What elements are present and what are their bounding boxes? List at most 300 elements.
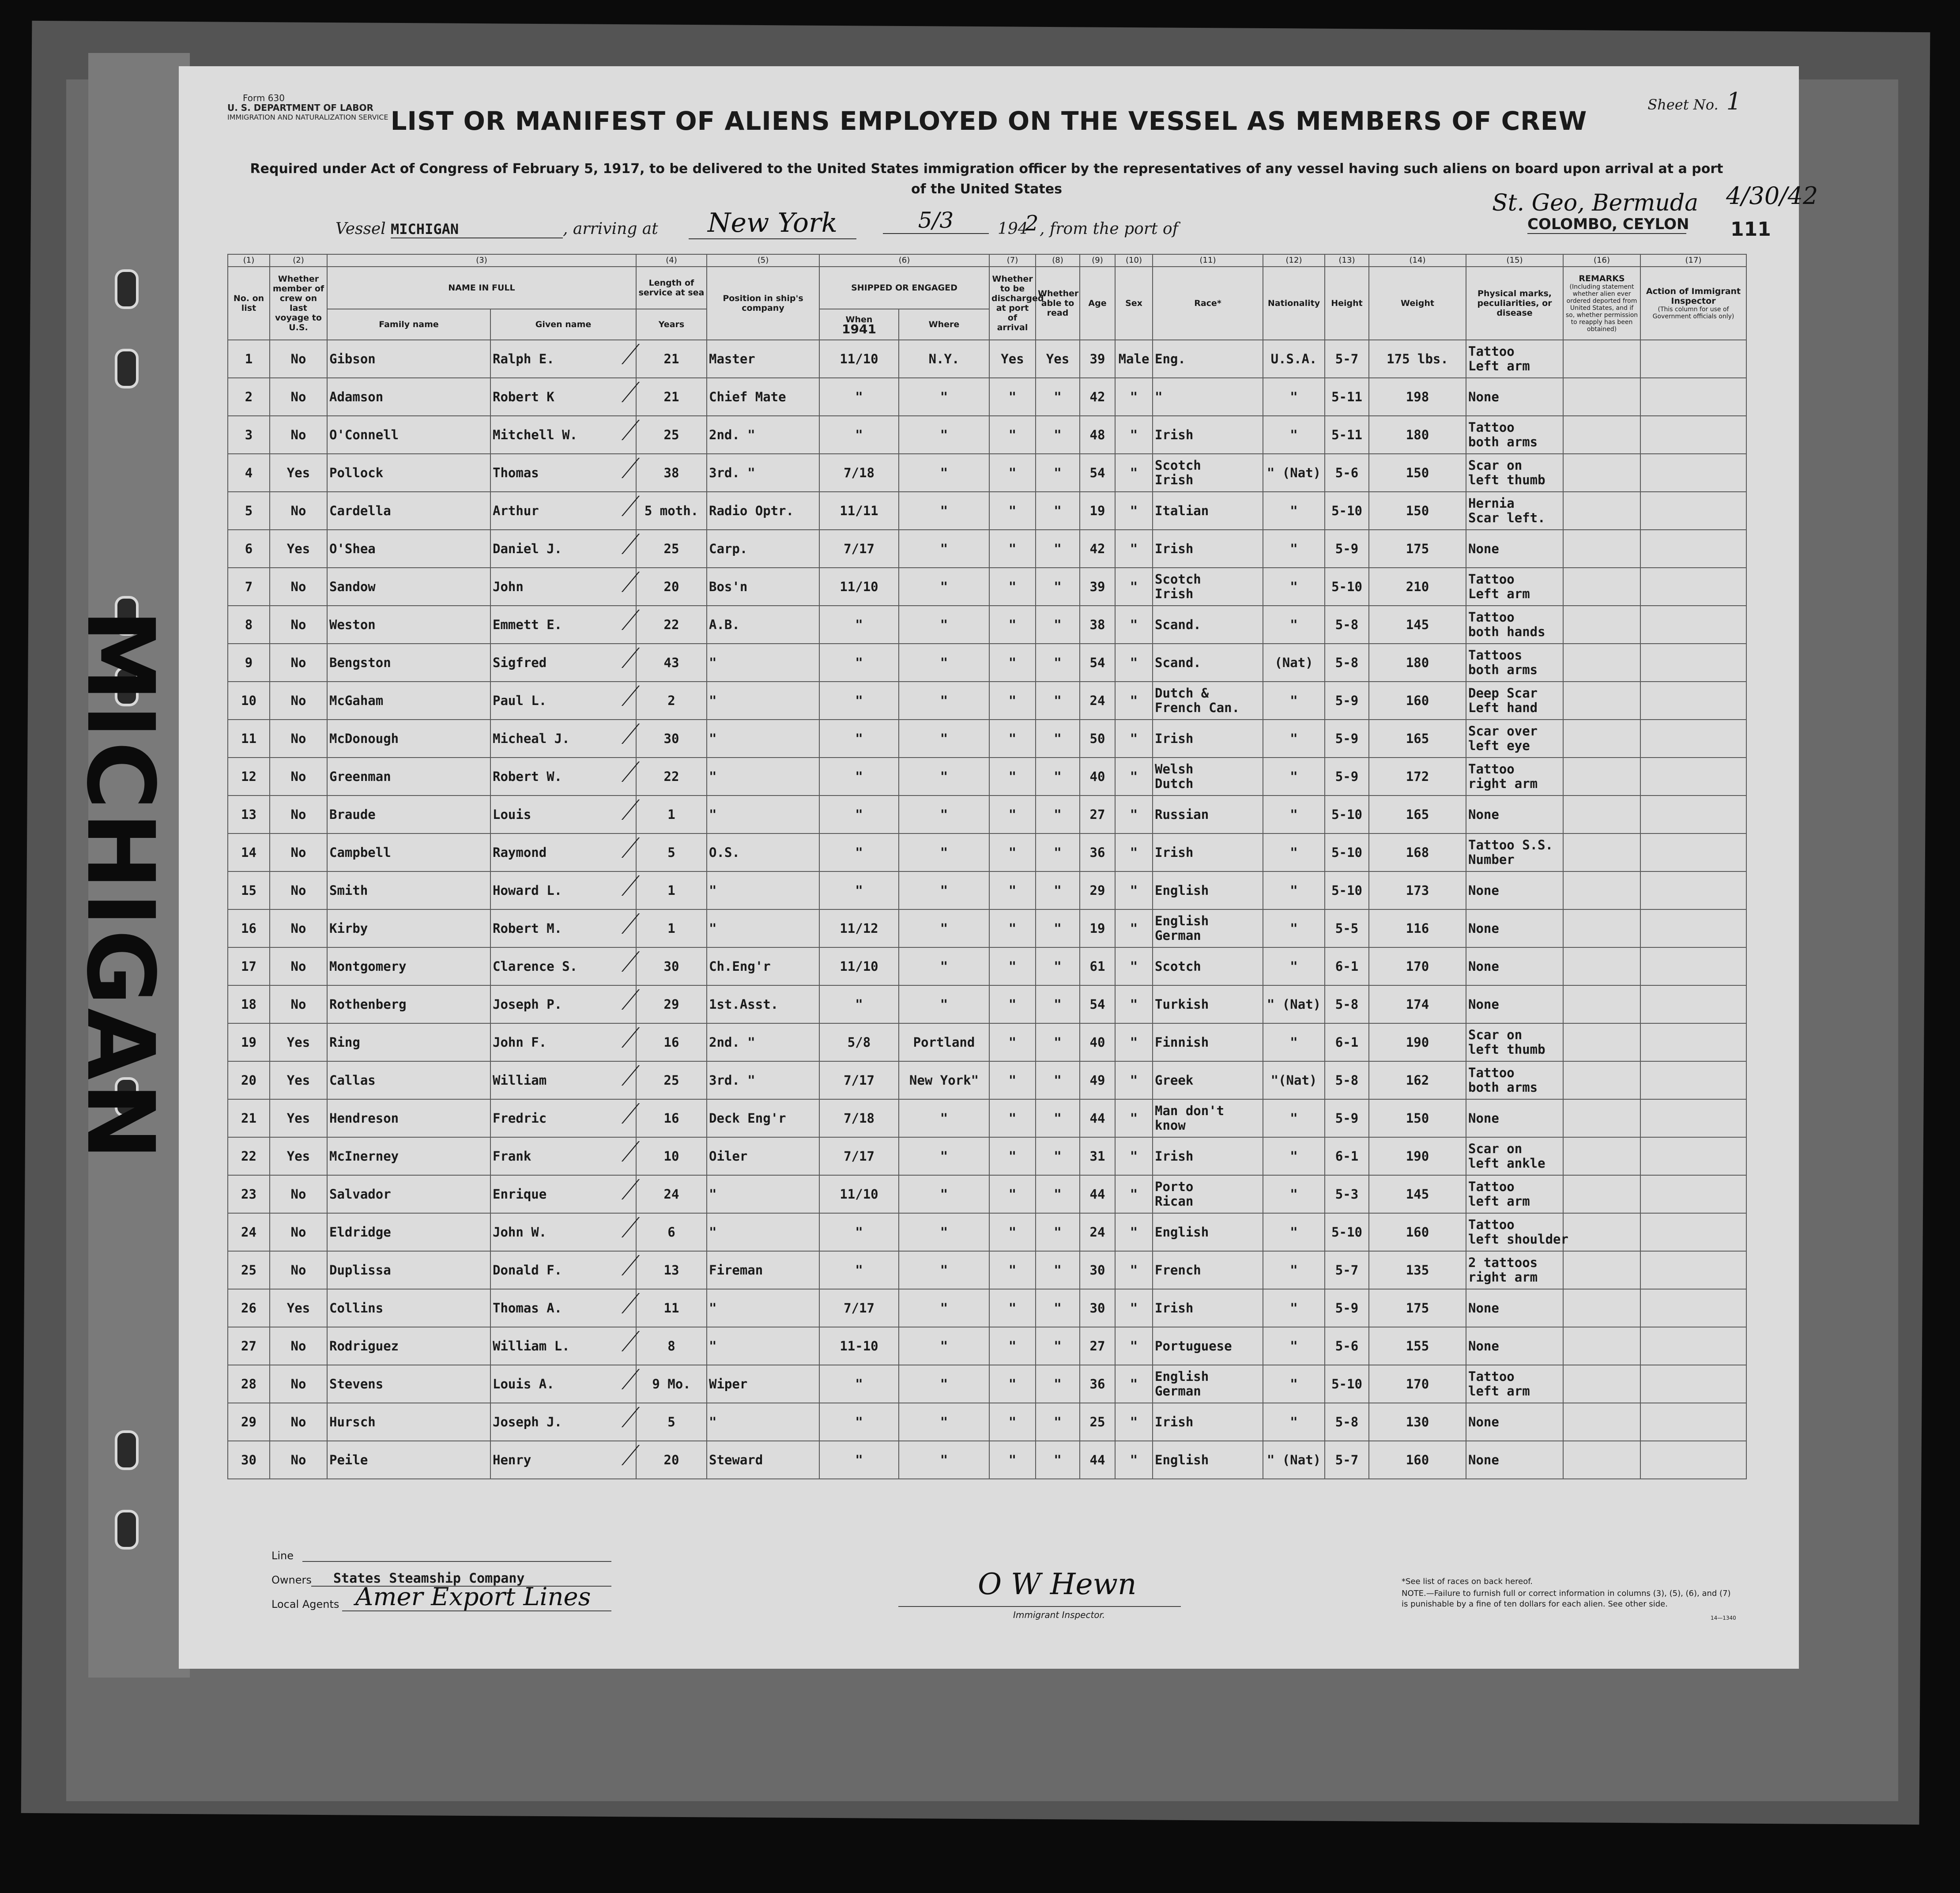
cell-row-number: 10 [228,682,270,720]
manifest-subtitle: Required under Act of Congress of February 5, 1917, to be delivered to the United States immigration officer by the representatives of any vessel having such aliens on board upon arrival at a port of the United States [250,161,1723,197]
cell-shipped-where: " [899,720,989,758]
cell-weight: 170 [1369,947,1466,985]
cell-to-be-discharged: " [989,1023,1036,1061]
cell-nationality: "(Nat) [1263,1061,1325,1099]
cell-sex: " [1115,606,1153,644]
table-row [228,1251,1746,1289]
cell-height: 6-1 [1325,1023,1369,1061]
cell-able-to-read: " [1036,606,1080,644]
cell-able-to-read: " [1036,1403,1080,1441]
cell-position: 3rd. " [707,1061,819,1099]
cell-shipped-where: " [899,1213,989,1251]
col-11-number: (11) [1153,254,1263,267]
cell-given-name: Henry [490,1441,636,1479]
cell-height: 6-1 [1325,947,1369,985]
cell-sex: " [1115,796,1153,833]
cell-physical-marks: None [1466,1099,1563,1137]
cell-nationality: " [1263,871,1325,909]
column-number-row [228,254,1746,267]
cell-physical-marks: None [1466,378,1563,416]
cell-position: Steward [707,1441,819,1479]
cell-age: 54 [1080,985,1115,1023]
cell-crew-last-voyage: No [270,606,327,644]
cell-remarks [1563,416,1640,454]
cell-crew-last-voyage: No [270,1251,327,1289]
cell-remarks [1563,454,1640,492]
cell-position: " [707,1327,819,1365]
cell-inspector-action [1640,1289,1746,1327]
cell-height: 5-10 [1325,492,1369,530]
cell-row-number: 4 [228,454,270,492]
cell-able-to-read: " [1036,1441,1080,1479]
sheet-number-value: 1 [1726,87,1741,115]
cell-crew-last-voyage: No [270,644,327,682]
cell-able-to-read: " [1036,454,1080,492]
cell-shipped-when: " [819,985,899,1023]
cell-physical-marks: Scar on left thumb [1466,454,1563,492]
cell-able-to-read: Yes [1036,340,1080,378]
cell-inspector-action [1640,378,1746,416]
cell-sex: " [1115,492,1153,530]
cell-nationality: " [1263,947,1325,985]
cell-shipped-where: " [899,568,989,606]
cell-family-name: Campbell [327,833,490,871]
cell-remarks [1563,1137,1640,1175]
cell-shipped-when: " [819,1403,899,1441]
cell-position: Bos'n [707,568,819,606]
cell-height: 5-10 [1325,1213,1369,1251]
cell-shipped-when: " [819,1251,899,1289]
cell-physical-marks: None [1466,530,1563,568]
cell-shipped-when: " [819,720,899,758]
cell-sex: " [1115,947,1153,985]
cell-height: 5-9 [1325,682,1369,720]
col-action-inspector [1640,267,1746,340]
cell-sex: " [1115,1365,1153,1403]
cell-length-of-service: 1 [636,796,707,833]
cell-age: 54 [1080,454,1115,492]
cell-remarks [1563,1365,1640,1403]
cell-weight: 175 [1369,530,1466,568]
cell-age: 24 [1080,1213,1115,1251]
cell-position: " [707,758,819,796]
cell-family-name: McInerney [327,1137,490,1175]
penalty-note: NOTE.—Failure to furnish full or correct information in columns (3), (5), (6), and (7) is punishable by a fine of ten dollars for each alien. See other side. [1402,1589,1731,1609]
cell-row-number: 21 [228,1099,270,1137]
cell-inspector-action [1640,1137,1746,1175]
cell-height: 5-8 [1325,1061,1369,1099]
cell-physical-marks: None [1466,909,1563,947]
table-row [228,1023,1746,1061]
table-row [228,796,1746,833]
cell-age: 27 [1080,796,1115,833]
cell-race: Eng. [1153,340,1263,378]
cell-shipped-where: " [899,796,989,833]
cell-length-of-service: 10 [636,1137,707,1175]
cell-length-of-service: 16 [636,1099,707,1137]
cell-shipped-where: " [899,1327,989,1365]
table-row [228,454,1746,492]
remarks-note: (Including statement whether alien ever ordered deported from United States, and if so, whether permission to reapply has been obtained) [1565,283,1638,333]
cell-row-number: 23 [228,1175,270,1213]
cell-position: " [707,644,819,682]
cell-shipped-when: " [819,1213,899,1251]
line-label: Line [271,1550,294,1562]
cell-race: Portuguese [1153,1327,1263,1365]
col-family-name: Family name [327,309,490,340]
cell-shipped-where: " [899,909,989,947]
cell-length-of-service: 8 [636,1327,707,1365]
cell-race: English [1153,1213,1263,1251]
cell-inspector-action [1640,340,1746,378]
cell-height: 5-8 [1325,606,1369,644]
cell-length-of-service: 25 [636,416,707,454]
arriving-label: , arriving at [563,220,658,238]
cell-able-to-read: " [1036,720,1080,758]
col-8-number: (8) [1036,254,1080,267]
cell-shipped-where: " [899,1099,989,1137]
cell-nationality: " [1263,720,1325,758]
cell-nationality: " (Nat) [1263,1441,1325,1479]
cell-position: Radio Optr. [707,492,819,530]
cell-family-name: Rodriguez [327,1327,490,1365]
cell-row-number: 29 [228,1403,270,1441]
cell-weight: 150 [1369,454,1466,492]
cell-crew-last-voyage: No [270,1175,327,1213]
inspector-signature: O W Hewn [978,1567,1137,1601]
cell-crew-last-voyage: No [270,871,327,909]
cell-family-name: Collins [327,1289,490,1327]
cell-age: 40 [1080,1023,1115,1061]
cell-able-to-read: " [1036,682,1080,720]
cell-race: Irish [1153,416,1263,454]
cell-inspector-action [1640,1175,1746,1213]
cell-inspector-action [1640,1061,1746,1099]
col-age: Age [1080,267,1115,340]
cell-age: 54 [1080,644,1115,682]
cell-race: Scand. [1153,606,1263,644]
cell-crew-last-voyage: Yes [270,1099,327,1137]
cell-to-be-discharged: " [989,1403,1036,1441]
cell-sex: " [1115,530,1153,568]
cell-shipped-when: 7/18 [819,454,899,492]
cell-physical-marks: Tattoos both arms [1466,644,1563,682]
cell-shipped-when: 11/10 [819,947,899,985]
agents-label: Local Agents [271,1598,339,1610]
cell-able-to-read: " [1036,1099,1080,1137]
cell-weight: 155 [1369,1327,1466,1365]
cell-inspector-action [1640,796,1746,833]
cell-length-of-service: 11 [636,1289,707,1327]
cell-height: 5-7 [1325,340,1369,378]
cell-given-name: Raymond [490,833,636,871]
cell-family-name: O'Shea [327,530,490,568]
cell-row-number: 30 [228,1441,270,1479]
cell-shipped-when: 7/17 [819,1061,899,1099]
cell-row-number: 2 [228,378,270,416]
cell-length-of-service: 25 [636,1061,707,1099]
cell-height: 5-8 [1325,985,1369,1023]
cell-remarks [1563,682,1640,720]
cell-nationality: " [1263,1137,1325,1175]
cell-to-be-discharged: " [989,1441,1036,1479]
cell-physical-marks: Scar on left ankle [1466,1137,1563,1175]
cell-shipped-when: 7/17 [819,1289,899,1327]
cell-height: 5-9 [1325,530,1369,568]
cell-length-of-service: 16 [636,1023,707,1061]
cell-position: " [707,720,819,758]
cell-shipped-when: " [819,871,899,909]
cell-able-to-read: " [1036,416,1080,454]
cell-to-be-discharged: " [989,492,1036,530]
cell-position: 2nd. " [707,1023,819,1061]
cell-row-number: 1 [228,340,270,378]
cell-shipped-where: " [899,378,989,416]
cell-given-name: Louis [490,796,636,833]
cell-position: " [707,796,819,833]
cell-physical-marks: Hernia Scar left. [1466,492,1563,530]
cell-height: 5-10 [1325,833,1369,871]
cell-able-to-read: " [1036,644,1080,682]
cell-given-name: Enrique [490,1175,636,1213]
col-17-number: (17) [1640,254,1746,267]
table-row [228,758,1746,796]
cell-family-name: Salvador [327,1175,490,1213]
cell-age: 36 [1080,833,1115,871]
cell-height: 5-10 [1325,1365,1369,1403]
table-row [228,606,1746,644]
cell-able-to-read: " [1036,1289,1080,1327]
cell-to-be-discharged: " [989,1251,1036,1289]
cell-nationality: " [1263,492,1325,530]
table-row [228,833,1746,871]
cell-age: 25 [1080,1403,1115,1441]
cell-age: 36 [1080,1365,1115,1403]
cell-able-to-read: " [1036,1213,1080,1251]
cell-crew-last-voyage: Yes [270,1289,327,1327]
cell-sex: " [1115,1061,1153,1099]
col-discharged: Whether to be discharged at port of arrival [989,267,1036,340]
cell-to-be-discharged: " [989,454,1036,492]
cell-family-name: Peile [327,1441,490,1479]
cell-nationality: " [1263,378,1325,416]
cell-to-be-discharged: " [989,758,1036,796]
cell-shipped-when: " [819,378,899,416]
voyage-line [335,182,1818,243]
cell-race: Greek [1153,1061,1263,1099]
cell-sex: " [1115,1137,1153,1175]
table-row [228,530,1746,568]
cell-physical-marks: Tattoo left shoulder [1466,1213,1563,1251]
cell-inspector-action [1640,682,1746,720]
vessel-name-stamp: MICHIGAN [66,609,174,1163]
cell-position: Carp. [707,530,819,568]
cell-race: French [1153,1251,1263,1289]
cell-shipped-when: " [819,1441,899,1479]
binder-hole [115,1430,139,1470]
cell-remarks [1563,1289,1640,1327]
cell-shipped-where: " [899,492,989,530]
cell-family-name: Kirby [327,909,490,947]
cell-crew-last-voyage: No [270,720,327,758]
cell-nationality: " (Nat) [1263,985,1325,1023]
cell-inspector-action [1640,606,1746,644]
cell-age: 30 [1080,1289,1115,1327]
cell-to-be-discharged: " [989,947,1036,985]
cell-weight: 165 [1369,796,1466,833]
cell-given-name: Micheal J. [490,720,636,758]
cell-family-name: Adamson [327,378,490,416]
cell-height: 5-10 [1325,871,1369,909]
cell-given-name: Arthur [490,492,636,530]
cell-position: 1st.Asst. [707,985,819,1023]
cell-race: Scotch Irish [1153,568,1263,606]
cell-length-of-service: 2 [636,682,707,720]
cell-sex: " [1115,1213,1153,1251]
cell-row-number: 13 [228,796,270,833]
cell-height: 5-7 [1325,1251,1369,1289]
cell-crew-last-voyage: Yes [270,454,327,492]
cell-height: 6-1 [1325,1137,1369,1175]
cell-position: Oiler [707,1137,819,1175]
cell-remarks [1563,796,1640,833]
cell-sex: " [1115,568,1153,606]
cell-given-name: Thomas A. [490,1289,636,1327]
col-given-name: Given name [490,309,636,340]
cell-nationality: " [1263,416,1325,454]
table-row [228,1137,1746,1175]
cell-weight: 175 lbs. [1369,340,1466,378]
cell-age: 19 [1080,909,1115,947]
cell-height: 5-6 [1325,454,1369,492]
cell-crew-last-voyage: Yes [270,1137,327,1175]
cell-given-name: Louis A. [490,1365,636,1403]
cell-shipped-where: " [899,1175,989,1213]
cell-shipped-when: 7/18 [819,1099,899,1137]
cell-position: Deck Eng'r [707,1099,819,1137]
binder-hole [115,349,139,388]
col-16-number: (16) [1563,254,1640,267]
cell-given-name: John [490,568,636,606]
cell-remarks [1563,985,1640,1023]
cell-position: " [707,909,819,947]
col-where: Where [899,309,989,340]
from-date-handwritten: 4/30/42 [1726,182,1818,210]
cell-inspector-action [1640,1213,1746,1251]
cell-inspector-action [1640,1251,1746,1289]
cell-shipped-when: 11/11 [819,492,899,530]
cell-shipped-when: " [819,796,899,833]
col-height: Height [1325,267,1369,340]
manifest-footer [271,1550,1772,1660]
cell-shipped-where: " [899,1251,989,1289]
cell-able-to-read: " [1036,378,1080,416]
vessel-name: MICHIGAN [391,221,563,238]
cell-remarks [1563,1023,1640,1061]
cell-length-of-service: 30 [636,947,707,985]
cell-crew-last-voyage: No [270,416,327,454]
table-row [228,1327,1746,1365]
cell-family-name: Smith [327,871,490,909]
cell-shipped-when: 5/8 [819,1023,899,1061]
cell-remarks [1563,1099,1640,1137]
owners-value: States Steamship Company [333,1571,525,1586]
cell-remarks [1563,1061,1640,1099]
manifest-title: LIST OR MANIFEST OF ALIENS EMPLOYED ON THE VESSEL AS MEMBERS OF CREW [390,106,1587,136]
cell-able-to-read: " [1036,871,1080,909]
cell-inspector-action [1640,530,1746,568]
cell-inspector-action [1640,454,1746,492]
cell-weight: 135 [1369,1251,1466,1289]
cell-family-name: Callas [327,1061,490,1099]
cell-row-number: 27 [228,1327,270,1365]
cell-remarks [1563,1251,1640,1289]
cell-position: " [707,1289,819,1327]
cell-weight: 180 [1369,416,1466,454]
cell-weight: 198 [1369,378,1466,416]
cell-weight: 190 [1369,1137,1466,1175]
col-remarks [1563,267,1640,340]
cell-sex: " [1115,1403,1153,1441]
cell-nationality: " [1263,833,1325,871]
cell-to-be-discharged: Yes [989,340,1036,378]
cell-physical-marks: None [1466,796,1563,833]
cell-shipped-where: " [899,947,989,985]
cell-to-be-discharged: " [989,720,1036,758]
cell-length-of-service: 25 [636,530,707,568]
cell-age: 49 [1080,1061,1115,1099]
cell-family-name: Eldridge [327,1213,490,1251]
cell-race: Man don't know [1153,1099,1263,1137]
cell-to-be-discharged: " [989,1175,1036,1213]
cell-remarks [1563,644,1640,682]
cell-length-of-service: 9 Mo. [636,1365,707,1403]
cell-shipped-when: " [819,644,899,682]
cell-remarks [1563,1175,1640,1213]
cell-race: Irish [1153,1137,1263,1175]
cell-length-of-service: 6 [636,1213,707,1251]
agents-value: Amer Export Lines [355,1583,591,1611]
cell-remarks [1563,758,1640,796]
cell-sex: " [1115,1441,1153,1479]
cell-to-be-discharged: " [989,1099,1036,1137]
cell-age: 24 [1080,682,1115,720]
cell-position: " [707,1213,819,1251]
vessel-label: Vessel [335,220,386,238]
cell-race: Dutch & French Can. [1153,682,1263,720]
cell-able-to-read: " [1036,1137,1080,1175]
cell-remarks [1563,871,1640,909]
cell-crew-last-voyage: No [270,492,327,530]
cell-nationality: " [1263,1365,1325,1403]
cell-to-be-discharged: " [989,871,1036,909]
cell-shipped-when: " [819,416,899,454]
cell-weight: 145 [1369,1175,1466,1213]
cell-nationality: " [1263,1289,1325,1327]
cell-crew-last-voyage: No [270,833,327,871]
cell-given-name: Ralph E. [490,340,636,378]
cell-sex: " [1115,454,1153,492]
cell-race: Welsh Dutch [1153,758,1263,796]
cell-remarks [1563,1403,1640,1441]
cell-shipped-where: " [899,606,989,644]
remarks-heading: REMARKS [1579,274,1625,283]
page-number: 111 [1730,218,1771,241]
races-note: *See list of races on back hereof. [1402,1577,1533,1586]
col-13-number: (13) [1325,254,1369,267]
cell-position: " [707,871,819,909]
cell-weight: 175 [1369,1289,1466,1327]
